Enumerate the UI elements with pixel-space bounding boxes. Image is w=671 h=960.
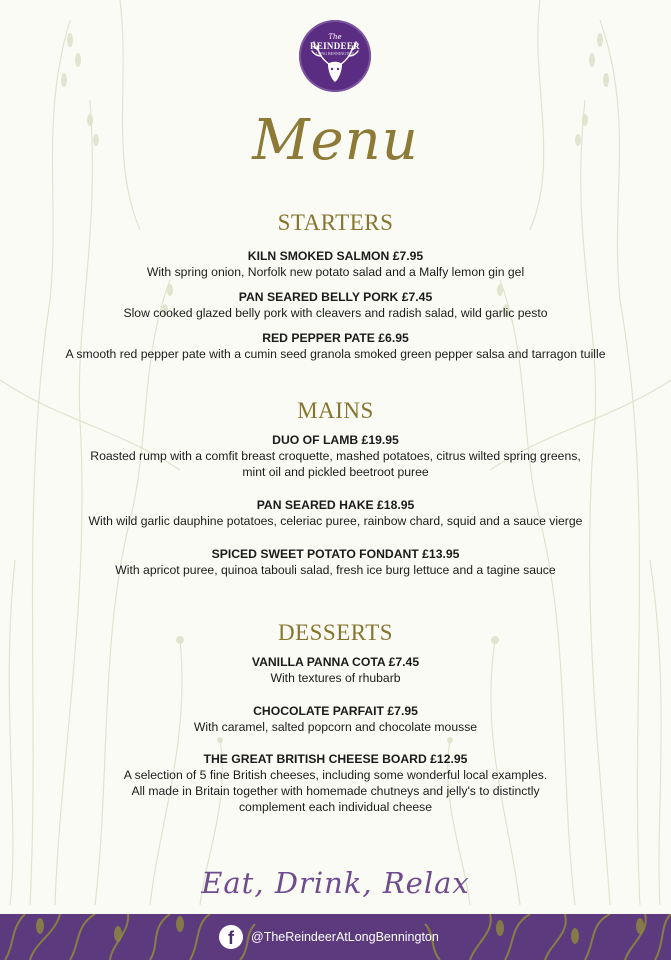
section-heading-mains: MAINS (297, 398, 374, 423)
item-description: With textures of rhubarb (270, 671, 401, 685)
item-description: With apricot puree, quinoa tabouli salad, fresh ice burg lettuce and a tagine sauce (115, 563, 556, 577)
item-title: DUO OF LAMB £19.95 (272, 433, 399, 447)
menu-title: Menu (252, 108, 419, 173)
item-title: THE GREAT BRITISH CHEESE BOARD £12.95 (203, 752, 468, 766)
section-heading-starters: STARTERS (277, 210, 394, 235)
item-description: A smooth red pepper pate with a cumin seed granola smoked green pepper salsa and tarragon tuille (65, 347, 606, 361)
tagline: Eat, Drink, Relax (201, 866, 470, 900)
item-title: PAN SEARED BELLY PORK £7.45 (238, 290, 433, 304)
item-title: KILN SMOKED SALMON £7.95 (247, 249, 424, 263)
logo-name-text: REINDEER (310, 41, 360, 51)
menu-item (0, 248, 671, 280)
facebook-icon[interactable]: f (219, 925, 243, 949)
menu-item (0, 497, 671, 529)
menu-item (0, 546, 671, 578)
logo-subtitle-text: LONG BENNINGTON (315, 51, 355, 56)
stag-head-icon (299, 20, 371, 92)
item-title: CHOCOLATE PARFAIT £7.95 (253, 704, 418, 718)
item-description: With spring onion, Norfolk new potato salad and a Malfy lemon gin gel (146, 265, 525, 279)
menu-item (0, 654, 671, 686)
item-title: SPICED SWEET POTATO FONDANT £13.95 (211, 547, 460, 561)
item-description: complement each individual cheese (238, 800, 433, 814)
menu-item (0, 751, 671, 815)
item-title: RED PEPPER PATE £6.95 (262, 331, 409, 345)
item-description: With caramel, salted popcorn and chocolate mousse (193, 720, 478, 734)
item-description: Roasted rump with a comfit breast croquette, mashed potatoes, citrus wilted spring greens, (90, 449, 581, 463)
item-title: PAN SEARED HAKE £18.95 (256, 498, 415, 512)
item-description: Slow cooked glazed belly pork with cleavers and radish salad, wild garlic pesto (123, 306, 548, 320)
section-heading-desserts: DESSERTS (277, 620, 394, 645)
item-title: VANILLA PANNA COTA £7.45 (251, 655, 420, 669)
menu-item (0, 330, 671, 362)
menu-item (0, 289, 671, 321)
facebook-handle[interactable]: @TheReindeerAtLongBennington (251, 930, 439, 944)
item-description: mint oil and pickled beetroot puree (242, 465, 429, 479)
item-description: All made in Britain together with homemade chutneys and jelly's to distinctly (131, 784, 540, 798)
logo-the-text: The (328, 33, 342, 41)
footer-banner (0, 914, 671, 960)
menu-item (0, 703, 671, 735)
menu-item (0, 432, 671, 480)
item-description: With wild garlic dauphine potatoes, celeriac puree, rainbow chard, squid and a sauce vierge (88, 514, 583, 528)
reindeer-logo (299, 20, 371, 92)
item-description: A selection of 5 fine British cheeses, including some wonderful local examples. (123, 768, 548, 782)
